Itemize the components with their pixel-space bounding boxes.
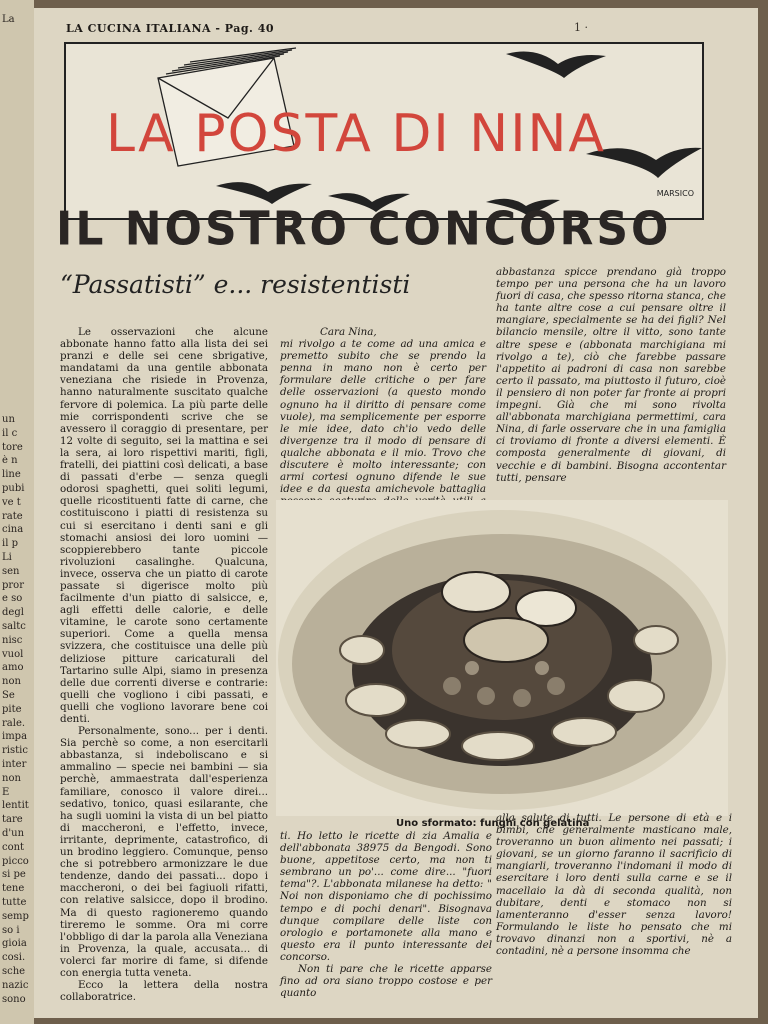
adjacent-page-strip <box>0 0 34 1024</box>
margin-fragment: pubi <box>2 483 25 494</box>
margin-fragment: il c <box>2 427 18 439</box>
margin-fragment: tare <box>2 814 23 826</box>
margin-fragment: non <box>2 676 21 688</box>
margin-fragment: tene <box>2 883 25 895</box>
photo-caption: Uno sformato: funghi con gelatina <box>396 818 590 829</box>
paragraph: mi rivolgo a te come ad una amica e premetto subito che se prendo la penna in mano non è certo per formulare delle critiche o per fare delle osservazioni (a questo mondo ognuno ha il diritto di pensare come vuole), ma semplicemente per esporre le mie idee, dato ch'io vedo delle divergenze tra il modo di pensare di qualche abbonata e il mio. Trovo che discutere è molto interessante; con armi cortesi ognuno difende le sue idee e da questa amichevole battaglia <box>280 338 486 496</box>
margin-fragment: E <box>2 786 10 798</box>
margin-fragment: pite <box>2 703 22 715</box>
margin-fragment: nisc <box>2 634 23 646</box>
margin-fragment: ve t <box>2 496 21 508</box>
margin-fragment: rate <box>2 510 23 522</box>
margin-fragment: d'un <box>2 828 25 839</box>
margin-fragment: Li <box>2 552 12 563</box>
article-subtitle: “Passatisti” e... resistentisti <box>60 270 411 299</box>
margin-fragment: il p <box>2 538 18 550</box>
running-head-right-fragment: 1 · <box>574 21 588 34</box>
margin-fragment: degl <box>2 607 24 619</box>
running-head: LA CUCINA ITALIANA - Pag. 40 <box>66 22 275 35</box>
margin-fragment: sono <box>2 993 26 1005</box>
margin-fragment: e so <box>2 593 23 605</box>
margin-fragment: vuol <box>2 648 24 660</box>
margin-fragment: nazic <box>2 979 29 991</box>
paragraph: abbastanza spicce prendano già troppo tempo per una persona che ha un lavoro fuori di casa, che spesso ritorna stanca, che ha tante altre cose a cui pensare oltre il mangiare, specialmente se ha dei figli? Nel bilancio mensile, oltre il vitto, sono tante altre spese e (abbonata marchigiana mi rivolgo a te), ciò che farebbe passare l'appetito ai padroni di casa non sarebbe certo il passato, ma piuttosto il futuro, cioè il pensiero di non poter far fronte ai propri impegni. Già che mi sono rivolta all'abbonata marchigiana permettimi, cara Nina, di farle osservare che in una famiglia ci troviamo di fronte a diversi elementi. È composta generalmente di giovani, di vecchie e di bambini. Bisogna accontentar tutti, pensare <box>496 266 726 484</box>
margin-fragment: impa <box>2 731 28 743</box>
letter-column-2 <box>280 326 486 520</box>
margin-fragment: cont <box>2 841 25 853</box>
paragraph: Ecco la lettera della nostra collaboratrice. <box>60 979 268 1004</box>
letter-column-3 <box>496 266 726 484</box>
margin-fragment: Se <box>2 690 15 701</box>
margin-fragment: amo <box>2 662 24 674</box>
article-title: IL NOSTRO CONCORSO <box>56 202 672 257</box>
paragraph: Non ti pare che le ricette apparse fino ad ora siano troppo costose e per quanto <box>280 963 492 1000</box>
margin-fragment: sche <box>2 966 26 977</box>
margin-fragment: tutte <box>2 897 27 908</box>
artist-signature: MARSICO <box>656 189 694 198</box>
paragraph: ti. Ho letto le ricette di zia Amalia e dell'abbonata 38975 da Bengodi. Sono buone, appetitose certo, ma non ti sembrano un po'... come dire... "fuori tema"?. L'abbonata milanese ha detto: " Noi non disponiamo che di pochissimo tempo e di pochi denari". Bisognava dunque compilare delle liste con orologio e portamonete alla mano e questo era il punto interessante del concorso. <box>280 830 492 963</box>
margin-fragment: lentit <box>2 800 29 812</box>
margin-fragment: so i <box>2 924 20 936</box>
margin-fragment: non <box>2 772 21 784</box>
margin-fragment: saltc <box>2 621 26 632</box>
margin-fragment: pror <box>2 579 24 591</box>
margin-fragment: un <box>2 414 15 425</box>
dish-photo <box>276 500 728 816</box>
margin-fragment: si pe <box>2 869 26 881</box>
banner-title: LA POSTA DI NINA <box>106 104 606 164</box>
paragraph: Le osservazioni che alcune abbonate hanno fatto alla lista dei sei pranzi e delle sei cene sbrigative, mandatami da una gentile abbonata veneziana che risiede in Provenza, hanno naturalmente suscitato qualche fervore di polemica. La più parte delle mie corrispondenti scrive che se avessero il coraggio di presentare, per 12 volte di seguito, sei la mattina e sei la sera, ai loro rispettivi mariti, figli, fratelli, dei piattini così delicati, a base di passati d'erbe — senza quegli odorosi spaghetti, quei soliti legumi, quelle ricostituenti fatte di carne, che costituiscono i piatti di resistenza su cui si esercitano i denti sani e gli stomachi ansiosi dei loro uomini — scoppierebbero tante piccole rivoluzioni casalinghe. Qualcuna, invece, osserva che un piatto di carote passate si digerisce molto più facilmente d'un piatto di salsicce, e, agli effetti delle calorie, e delle vitamine, le carote sono certamente superiori. Come a quella mensa svizzera, che costituisce una delle più deliziose pitture caricaturali del Tartarino sulle Alpi, siamo in presenza delle due correnti diverse e contrarie: quelli che vogliono i cibi passati, e quelli che vogliono lavorare bene coi denti. <box>60 326 268 725</box>
margin-fragment: è n <box>2 455 18 467</box>
column-banner <box>64 42 704 220</box>
margin-fragment: line <box>2 469 21 481</box>
letter-column-5 <box>496 812 732 957</box>
margin-fragment: sen <box>2 565 20 577</box>
margin-fragment: picco <box>2 855 29 867</box>
margin-fragment: inter <box>2 759 27 770</box>
margin-fragment: La <box>2 14 15 25</box>
margin-fragment: ristic <box>2 745 28 757</box>
magazine-page <box>34 8 758 1018</box>
margin-fragment: cina <box>2 524 24 536</box>
letter-column-4 <box>280 830 492 999</box>
letter-salutation: Cara Nina, <box>320 326 377 338</box>
margin-fragment: gioia <box>2 938 27 950</box>
margin-fragment: semp <box>2 910 29 922</box>
paragraph: Personalmente, sono... per i denti. Sia perchè so come, a non esercitarli abbastanza, si indeboliscano e si ammalino — specie nei bambini — sia perchè, ammaestrata dall'esperienza familiare, conosco il valore direi... sedativo, tonico, quasi esilarante, che ha sugli uomini la vista di un bel piatto di maccheroni, e l'effetto, invece, irritante, deprimente, catastrofico, di un brodino leggiero. Comunque, penso che si potrebbero armonizzare le due tendenze, dando dei passati... dopo i maccheroni, o dei bei fagiuoli rifatti, con relative salsicce, dopo il brodino. Ma di questo ragioneremo quando tireremo le somme. Ora mi corre l'obbligo di dar la parola alla Veneziana in Provenza, la quale, accusata... di volerci far morire di fame, si difende con energia tutta veneta. <box>60 725 268 979</box>
margin-fragment: tore <box>2 441 23 453</box>
margin-fragment: rale. <box>2 717 26 729</box>
article-column-1 <box>60 326 268 1003</box>
margin-fragment: cosi. <box>2 952 26 964</box>
paragraph: alla salute di tutti. Le persone di età e i bimbi, che generalmente masticano male, troveranno un buon alimento nei passati; i giovani, se un giorno faranno il sacrificio di mangiarli, troveranno l'indomani il modo di esercitare i loro denti sulla carne e se il macellaio la dà di seconda qualità, non dubitare, denti e stomaco non si lamenteranno d'esser senza lavoro! Formulando le liste ho pensato che mi trovavo dinanzi non a sportivi, nè a contadini, nè a persone insomma che <box>496 812 732 958</box>
